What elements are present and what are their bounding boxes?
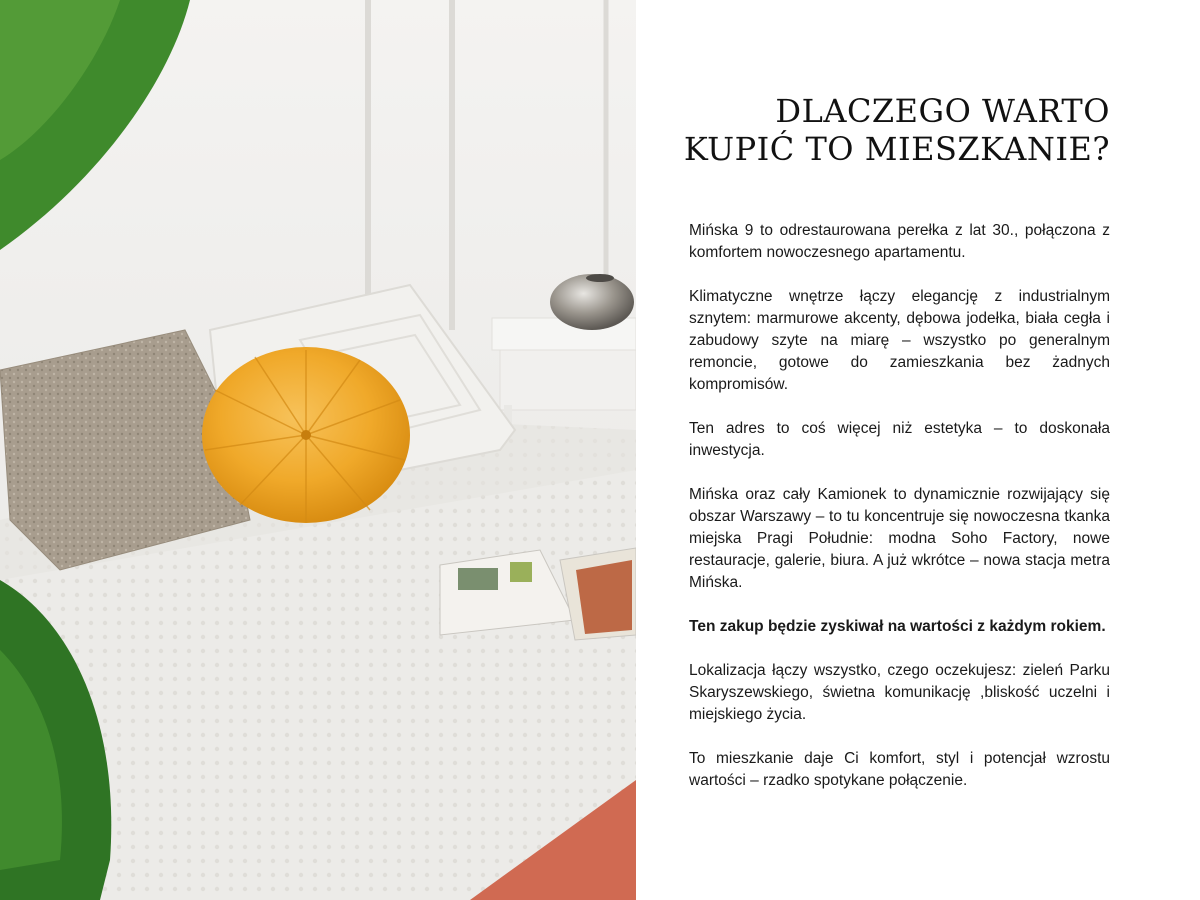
paragraph-investment: Ten adres to coś więcej niż estetyka – to doskonała inwestycja.: [689, 420, 1110, 459]
paragraph-intro: Mińska 9 to odrestaurowana perełka z lat 30., połączona z komfortem nowoczesnego apartamentu.: [689, 222, 1110, 261]
paragraph-district: Mińska oraz cały Kamionek to dynamicznie rozwijający się obszar Warszawy – to tu koncentruje się nowoczesna tkanka miejska Pragi Południe: modna Soho Factory, nowe restauracje, galerie, biura. A już wkrótce – nowa stacja metra Mińska.: [689, 486, 1110, 591]
text-panel: [636, 0, 1200, 900]
vase: [550, 274, 634, 330]
title-line-2: KUPIĆ TO MIESZKANIE?: [683, 130, 1110, 168]
paragraph-summary: To mieszkanie daje Ci komfort, styl i potencjał wzrostu wartości – rzadko spotykane połączenie.: [689, 750, 1110, 789]
paragraph-location: Lokalizacja łączy wszystko, czego oczekujesz: zieleń Parku Skaryszewskiego, świetna komunikację ,bliskość uczelni i miejskiego życia.: [689, 662, 1110, 723]
yellow-round-pillow: [202, 347, 410, 523]
paragraph-value-highlight: Ten zakup będzie zyskiwał na wartości z każdym rokiem.: [689, 618, 1106, 635]
title-line-1: DLACZEGO WARTO: [775, 92, 1110, 130]
page-title: [684, 92, 1110, 168]
paragraph-interior: Klimatyczne wnętrze łączy elegancję z industrialnym sznytem: marmurowe akcenty, dębowa jodełka, biała cegła i zabudowy szyte na miarę – wszystko po generalnym remoncie, gotowe do zamieszkania bez żadnych kompromisów.: [689, 288, 1110, 393]
body-text: [689, 220, 1110, 814]
